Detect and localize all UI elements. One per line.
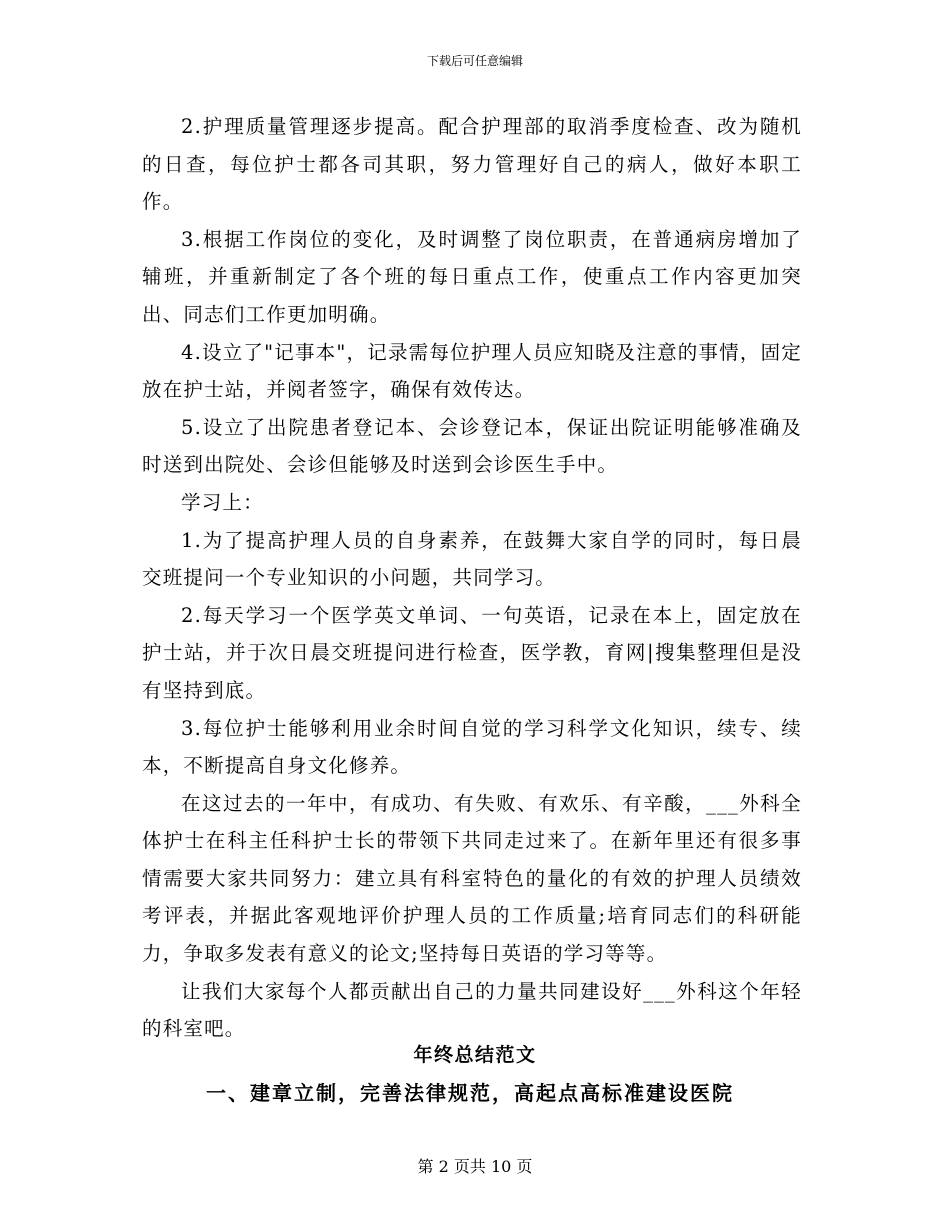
paragraph: 3.每位护士能够利用业余时间自觉的学习科学文化知识，续专、续本，不断提高自身文化修养。 <box>142 716 802 778</box>
paragraph: 在这过去的一年中，有成功、有失败、有欢乐、有辛酸，___外科全体护士在科主任科护士长的带领下共同走过来了。在新年里还有很多事情需要大家共同努力：建立具有科室特色的量化的有效的护理人员绩效考评表，并据此客观地评价护理人员的工作质量;培育同志们的科研能力，争取多发表有意义的论文;坚持每日英语的学习等等。 <box>142 791 802 966</box>
paragraph: 2.每天学习一个医学英文单词、一句英语，记录在本上，固定放在护士站，并于次日晨交班提问进行检查，医学教，育网|搜集整理但是没有坚持到底。 <box>142 603 802 702</box>
subheading-study: 学习上： <box>181 490 264 514</box>
paragraph: 让我们大家每个人都贡献出自己的力量共同建设好___外科这个年轻的科室吧。 <box>142 979 802 1041</box>
section-heading: 一、建章立制，完善法律规范，高起点高标准建设医院 <box>206 1081 734 1105</box>
paragraph: 1.为了提高护理人员的自身素养，在鼓舞大家自学的同时，每日晨交班提问一个专业知识的小问题，共同学习。 <box>142 528 802 590</box>
paragraph: 4.设立了"记事本"，记录需每位护理人员应知晓及注意的事情，固定放在护士站，并阅者签字，确保有效传达。 <box>142 340 802 402</box>
document-title: 年终总结范文 <box>413 1044 537 1066</box>
paragraph: 5.设立了出院患者登记本、会诊登记本，保证出院证明能够准确及时送到出院处、会诊但能够及时送到会诊医生手中。 <box>142 415 802 477</box>
paragraph: 2.护理质量管理逐步提高。配合护理部的取消季度检查、改为随机的日查，每位护士都各司其职，努力管理好自己的病人，做好本职工作。 <box>142 115 802 214</box>
document-body <box>142 108 802 1048</box>
header-note: 下载后可任意编辑 <box>426 54 523 68</box>
page-number: 第 2 页共 10 页 <box>417 1157 533 1176</box>
paragraph: 3.根据工作岗位的变化，及时调整了岗位职责，在普通病房增加了辅班，并重新制定了各个班的每日重点工作，使重点工作内容更加突出、同志们工作更加明确。 <box>142 227 802 326</box>
